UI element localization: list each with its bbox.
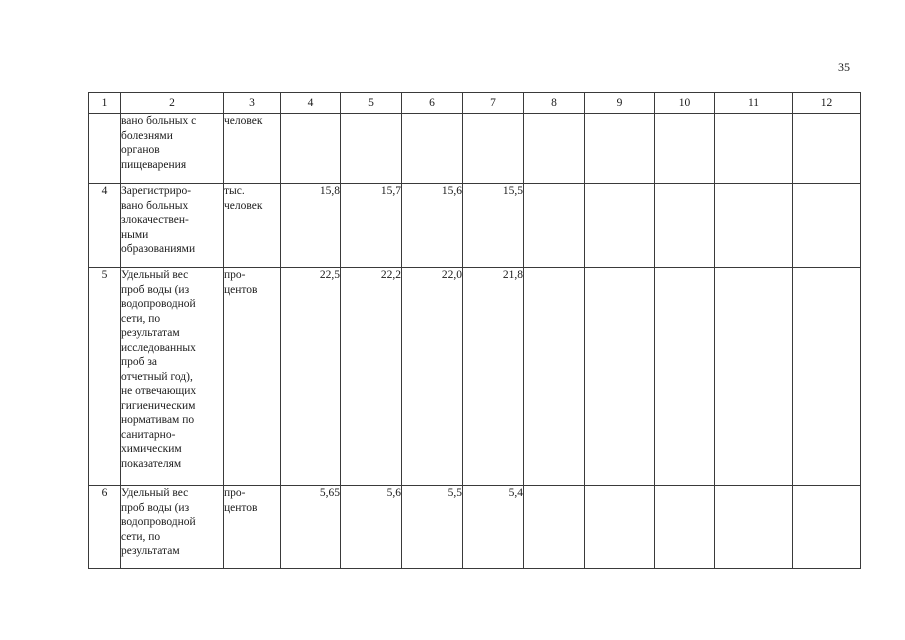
column-header: 9	[585, 93, 655, 114]
value-cell: 5,4	[463, 486, 524, 569]
indicators-table	[88, 92, 861, 569]
value-cell	[585, 184, 655, 268]
value-cell	[793, 114, 861, 184]
value-cell	[585, 486, 655, 569]
value-cell	[402, 114, 463, 184]
value-cell	[715, 114, 793, 184]
value-cell	[793, 268, 861, 486]
value-cell: 15,6	[402, 184, 463, 268]
value-cell	[655, 268, 715, 486]
value-cell	[341, 114, 402, 184]
indicator-name: Удельный вес проб воды (из водопроводной сети, по результатам	[121, 486, 224, 569]
column-header: 3	[224, 93, 281, 114]
value-cell: 5,5	[402, 486, 463, 569]
value-cell	[524, 184, 585, 268]
column-header: 1	[89, 93, 121, 114]
value-cell: 15,7	[341, 184, 402, 268]
value-cell	[655, 184, 715, 268]
column-header: 12	[793, 93, 861, 114]
row-number: 5	[89, 268, 121, 486]
row-number: 6	[89, 486, 121, 569]
table-row	[89, 486, 861, 569]
value-cell	[524, 268, 585, 486]
column-header: 7	[463, 93, 524, 114]
table-row	[89, 184, 861, 268]
row-number: 4	[89, 184, 121, 268]
column-header: 10	[655, 93, 715, 114]
page-number: 35	[838, 60, 850, 74]
indicator-name: вано больных с болезнями органов пищеварения	[121, 114, 224, 184]
value-cell	[585, 268, 655, 486]
unit-cell: про- центов	[224, 486, 281, 569]
value-cell: 22,2	[341, 268, 402, 486]
column-header: 5	[341, 93, 402, 114]
value-cell	[715, 184, 793, 268]
unit-cell: человек	[224, 114, 281, 184]
table-row	[89, 268, 861, 486]
value-cell	[793, 184, 861, 268]
indicator-name: Удельный вес проб воды (из водопроводной сети, по результатам исследованных проб за отчетный год), не отвечающих гигиеническим нормативам по санитарно- химическим показателям	[121, 268, 224, 486]
value-cell	[715, 268, 793, 486]
value-cell: 22,0	[402, 268, 463, 486]
unit-cell: про- центов	[224, 268, 281, 486]
value-cell	[585, 114, 655, 184]
unit-cell: тыс. человек	[224, 184, 281, 268]
value-cell	[524, 486, 585, 569]
column-header: 6	[402, 93, 463, 114]
row-number	[89, 114, 121, 184]
column-number-row	[89, 93, 861, 114]
column-header: 8	[524, 93, 585, 114]
value-cell: 5,65	[281, 486, 341, 569]
value-cell	[281, 114, 341, 184]
value-cell: 22,5	[281, 268, 341, 486]
value-cell: 15,5	[463, 184, 524, 268]
value-cell	[655, 486, 715, 569]
column-header: 11	[715, 93, 793, 114]
value-cell	[463, 114, 524, 184]
value-cell: 5,6	[341, 486, 402, 569]
indicator-name: Зарегистриро- вано больных злокачествен- ными образованиями	[121, 184, 224, 268]
table-row	[89, 114, 861, 184]
value-cell	[524, 114, 585, 184]
value-cell	[655, 114, 715, 184]
column-header: 4	[281, 93, 341, 114]
column-header: 2	[121, 93, 224, 114]
value-cell	[793, 486, 861, 569]
value-cell	[715, 486, 793, 569]
value-cell: 15,8	[281, 184, 341, 268]
value-cell: 21,8	[463, 268, 524, 486]
